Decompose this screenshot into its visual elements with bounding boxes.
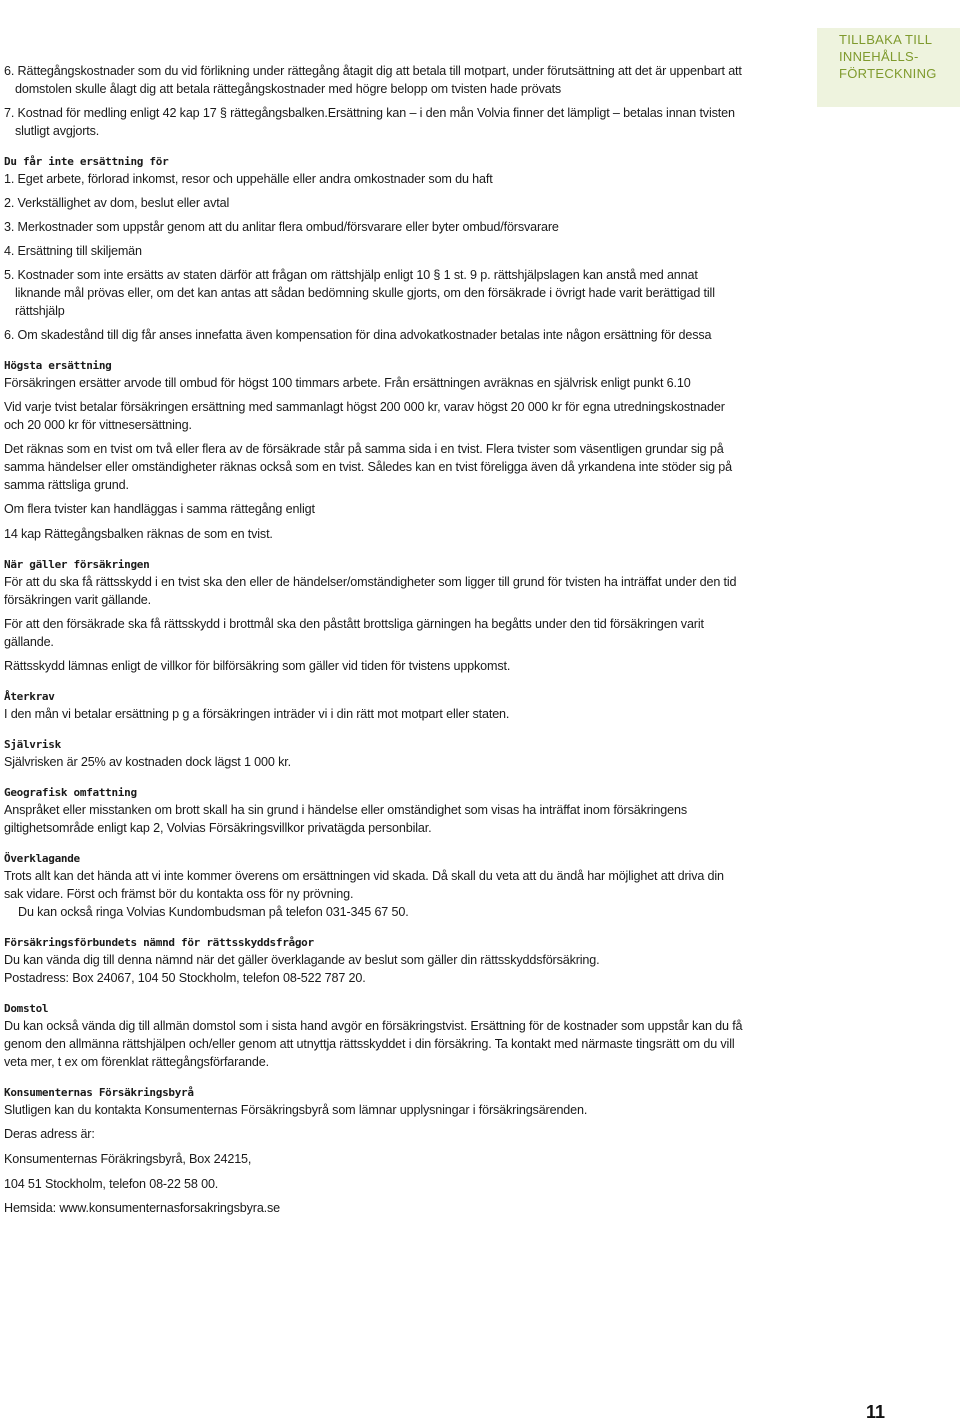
section-deductible xyxy=(4,737,744,771)
paragraph: Anspråket eller misstanken om brott skall ha sin grund i händelse eller omständighet som visas ha inträffat inom försäkringens giltighetsområde enligt kap 2, Volvias Försäkringsvillkor privatägda personbilar. xyxy=(4,803,687,835)
section-max-compensation xyxy=(4,358,744,543)
paragraph: Om flera tvister kan handläggas i samma rättegång enligt xyxy=(4,502,315,516)
paragraph: Självrisken är 25% av kostnaden dock lägst 1 000 kr. xyxy=(4,755,291,769)
section-geo-scope xyxy=(4,785,744,837)
back-to-toc-link[interactable] xyxy=(817,28,960,107)
paragraph: 104 51 Stockholm, telefon 08-22 58 00. xyxy=(4,1177,219,1191)
list-item: 3. Merkostnader som uppstår genom att du anlitar flera ombud/försvarare eller byter ombud/försvarare xyxy=(4,220,559,234)
section-heading: Självrisk xyxy=(4,738,61,751)
paragraph: Du kan också ringa Volvias Kundombudsman på telefon 031-345 67 50. xyxy=(18,905,409,919)
paragraph: Vid varje tvist betalar försäkringen ersättning med sammanlagt högst 200 000 kr, varav högst 20 000 kr för egna utredningskostnader och 20 000 kr för vittnesersättning. xyxy=(4,400,725,432)
section-heading: Geografisk omfattning xyxy=(4,786,137,799)
section-heading: Försäkringsförbundets nämnd för rättsskyddsfrågor xyxy=(4,936,314,949)
paragraph: Rättsskydd lämnas enligt de villkor för bilförsäkring som gäller vid tiden för tvistens uppkomst. xyxy=(4,659,511,673)
section-recourse xyxy=(4,689,744,723)
paragraph: Hemsida: www.konsumenternasforsakringsbyra.se xyxy=(4,1201,281,1215)
list-item: 6. Rättegångskostnader som du vid förlikning under rättegång åtagit dig att betala till motpart, under förutsättning att det är uppenbart att domstolen skulle ålagt dig att betala rättegångskostnader med högre belopp om tvisten hade prövats xyxy=(4,64,742,96)
paragraph: Slutligen kan du kontakta Konsumenternas Försäkringsbyrå som lämnar upplysningar i försäkringsärenden. xyxy=(4,1103,588,1117)
paragraph: Konsumenternas Föräkringsbyrå, Box 24215, xyxy=(4,1152,252,1166)
list-item: 7. Kostnad för medling enligt 42 kap 17 § rättegångsbalken.Ersättning kan – i den mån Volvia finner det lämpligt – betalas innan tvisten slutligt avgjorts. xyxy=(4,106,735,138)
list-item: 6. Om skadestånd till dig får anses innefatta även kompensation för dina advokatkostnader betalas inte någon ersättning för dessa xyxy=(4,328,712,342)
list-item: 2. Verkställighet av dom, beslut eller avtal xyxy=(4,196,230,210)
section-board xyxy=(4,935,744,987)
list-item: 1. Eget arbete, förlorad inkomst, resor och uppehälle eller andra omkostnader som du haft xyxy=(4,172,493,186)
section-when-applies xyxy=(4,557,744,675)
list-item: 5. Kostnader som inte ersätts av staten därför att frågan om rättshjälp enligt 10 § 1 st. 9 p. rättshjälpslagen kan anstå med annat liknande mål prövas eller, om det kan antas att sådan bedömning skulle gjorts, om den försäkrade i övrigt hade varit berättigad till rättshjälp xyxy=(4,268,715,318)
page-number: 11 xyxy=(866,1402,886,1422)
toc-link-line: TILLBAKA TILL xyxy=(839,32,933,47)
paragraph: Trots allt kan det hända att vi inte kommer överens om ersättningen vid skada. Då skall du veta att du ändå har möjlighet att driva din sak vidare. Först och främst bör du kontakta oss för ny prövning. xyxy=(4,869,724,901)
paragraph: Du kan vända dig till denna nämnd när det gäller överklagande av beslut som gäller din rättsskyddsförsäkring. xyxy=(4,953,600,967)
paragraph: I den mån vi betalar ersättning p g a försäkringen inträder vi i din rätt mot motpart eller staten. xyxy=(4,707,510,721)
section-heading: Överklagande xyxy=(4,852,80,865)
section-heading: Du får inte ersättning för xyxy=(4,155,169,168)
section-court xyxy=(4,1001,744,1071)
section-heading: Domstol xyxy=(4,1002,49,1015)
section-heading: Konsumenternas Försäkringsbyrå xyxy=(4,1086,194,1099)
paragraph: För att den försäkrade ska få rättsskydd i brottmål ska den påstått brottsliga gärningen ha begåtts under den tid försäkringen varit gällande. xyxy=(4,617,704,649)
section-heading: Högsta ersättning xyxy=(4,359,112,372)
paragraph: Det räknas som en tvist om två eller flera av de försäkrade står på samma sida i en tvist. Flera tvister som väsentligen grundar sig på samma händelser eller omständigheter räknas också som en tvist. Således kan en tvist föreligga även då yrkandena inte stöder sig på samma rättsliga grund. xyxy=(4,442,732,492)
paragraph: Försäkringen ersätter arvode till ombud för högst 100 timmars arbete. Från ersättningen avräknas en självrisk enligt punkt 6.10 xyxy=(4,376,691,390)
toc-link-line: INNEHÅLLS- xyxy=(839,49,919,64)
paragraph: Deras adress är: xyxy=(4,1127,95,1141)
paragraph: Postadress: Box 24067, 104 50 Stockholm, telefon 08-522 787 20. xyxy=(4,971,366,985)
paragraph: Du kan också vända dig till allmän domstol som i sista hand avgör en försäkringstvist. Ersättning för de kostnader som uppstår kan du få genom den allmänna rättshjälpen och/eller genom att utnyttja rättsskyddet i din försäkring. Ta kontakt med närmaste tingsrätt om du vill veta mer, t ex om förenklat rättegångsförfarande. xyxy=(4,1019,743,1069)
toc-link-line: FÖRTECKNING xyxy=(839,66,937,81)
section-appeals xyxy=(4,851,744,921)
section-no-compensation xyxy=(4,154,744,344)
paragraph: För att du ska få rättsskydd i en tvist ska den eller de händelser/omständigheter som ligger till grund för tvisten ha inträffat under den tid försäkringen varit gällande. xyxy=(4,575,737,607)
section-bureau xyxy=(4,1085,744,1217)
main-content xyxy=(4,62,744,1217)
section-heading: Återkrav xyxy=(4,690,55,703)
section-heading: När gäller försäkringen xyxy=(4,558,150,571)
list-item: 4. Ersättning till skiljemän xyxy=(4,244,142,258)
paragraph: 14 kap Rättegångsbalken räknas de som en tvist. xyxy=(4,527,273,541)
